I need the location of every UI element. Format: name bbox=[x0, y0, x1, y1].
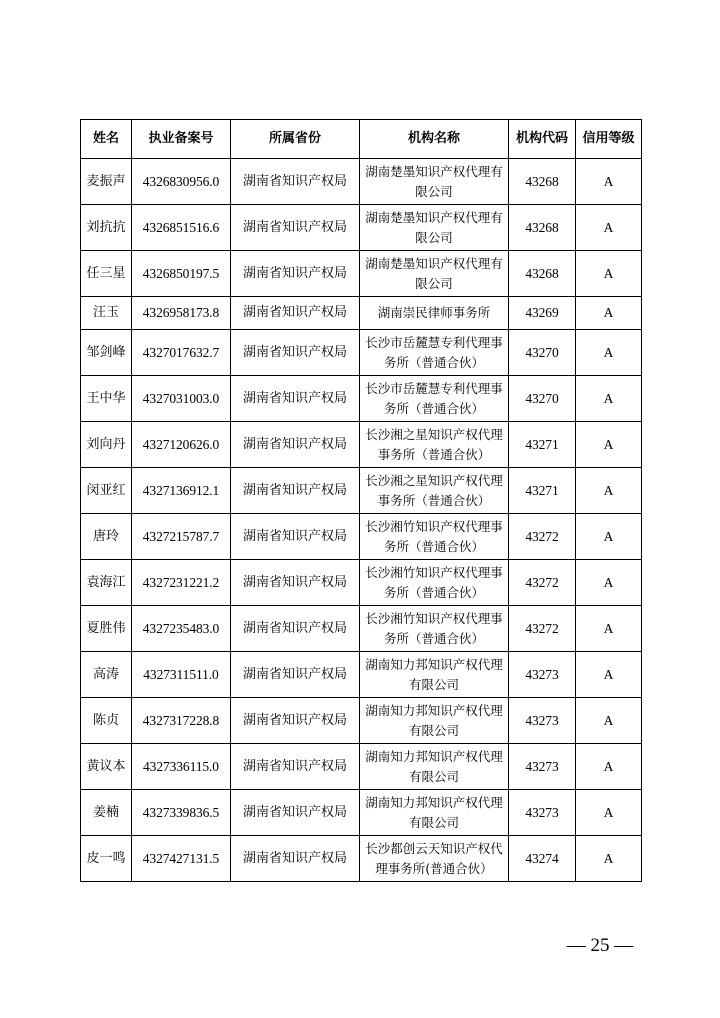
cell-name: 闵亚红 bbox=[81, 468, 132, 514]
cell-org-name: 长沙都创云天知识产权代理事务所(普通合伙） bbox=[360, 836, 509, 882]
cell-credit-grade: A bbox=[576, 514, 642, 560]
cell-org-name: 长沙市岳麓慧专利代理事务所（普通合伙） bbox=[360, 330, 509, 376]
cell-record-number: 4327336115.0 bbox=[132, 744, 231, 790]
cell-credit-grade: A bbox=[576, 159, 642, 205]
cell-record-number: 4327339836.5 bbox=[132, 790, 231, 836]
cell-org-code: 43272 bbox=[509, 514, 576, 560]
cell-name: 麦振声 bbox=[81, 159, 132, 205]
header-name: 姓名 bbox=[81, 120, 132, 159]
cell-org-code: 43273 bbox=[509, 744, 576, 790]
cell-org-name: 湖南崇民律师事务所 bbox=[360, 297, 509, 330]
cell-org-code: 43268 bbox=[509, 159, 576, 205]
cell-org-name: 长沙湘竹知识产权代理事务所（普通合伙） bbox=[360, 514, 509, 560]
cell-org-code: 43271 bbox=[509, 468, 576, 514]
cell-org-code: 43269 bbox=[509, 297, 576, 330]
cell-org-code: 43268 bbox=[509, 205, 576, 251]
cell-province: 湖南省知识产权局 bbox=[231, 297, 360, 330]
cell-credit-grade: A bbox=[576, 205, 642, 251]
cell-name: 袁海江 bbox=[81, 560, 132, 606]
cell-province: 湖南省知识产权局 bbox=[231, 422, 360, 468]
cell-credit-grade: A bbox=[576, 251, 642, 297]
cell-name: 黄议本 bbox=[81, 744, 132, 790]
cell-name: 高涛 bbox=[81, 652, 132, 698]
table-row bbox=[81, 514, 642, 560]
table-row bbox=[81, 560, 642, 606]
cell-org-code: 43273 bbox=[509, 652, 576, 698]
cell-name: 任三星 bbox=[81, 251, 132, 297]
cell-org-code: 43268 bbox=[509, 251, 576, 297]
cell-org-name: 长沙湘之星知识产权代理事务所（普通合伙） bbox=[360, 422, 509, 468]
cell-name: 陈贞 bbox=[81, 698, 132, 744]
cell-province: 湖南省知识产权局 bbox=[231, 836, 360, 882]
cell-org-code: 43272 bbox=[509, 606, 576, 652]
header-org-name: 机构名称 bbox=[360, 120, 509, 159]
table-row bbox=[81, 606, 642, 652]
cell-credit-grade: A bbox=[576, 297, 642, 330]
table-row bbox=[81, 297, 642, 330]
cell-credit-grade: A bbox=[576, 698, 642, 744]
table-row bbox=[81, 330, 642, 376]
table-row bbox=[81, 468, 642, 514]
cell-org-code: 43274 bbox=[509, 836, 576, 882]
cell-org-code: 43273 bbox=[509, 790, 576, 836]
cell-province: 湖南省知识产权局 bbox=[231, 652, 360, 698]
cell-record-number: 4327311511.0 bbox=[132, 652, 231, 698]
cell-record-number: 4327031003.0 bbox=[132, 376, 231, 422]
table-row bbox=[81, 652, 642, 698]
cell-record-number: 4327017632.7 bbox=[132, 330, 231, 376]
cell-org-code: 43270 bbox=[509, 376, 576, 422]
header-credit-grade: 信用等级 bbox=[576, 120, 642, 159]
cell-org-name: 湖南知力邦知识产权代理有限公司 bbox=[360, 652, 509, 698]
cell-credit-grade: A bbox=[576, 836, 642, 882]
cell-province: 湖南省知识产权局 bbox=[231, 251, 360, 297]
cell-name: 皮一鸣 bbox=[81, 836, 132, 882]
cell-credit-grade: A bbox=[576, 376, 642, 422]
cell-credit-grade: A bbox=[576, 330, 642, 376]
table-row bbox=[81, 790, 642, 836]
cell-org-name: 湖南知力邦知识产权代理有限公司 bbox=[360, 744, 509, 790]
cell-name: 唐玲 bbox=[81, 514, 132, 560]
header-record-number: 执业备案号 bbox=[132, 120, 231, 159]
table-row bbox=[81, 836, 642, 882]
table-row bbox=[81, 744, 642, 790]
cell-province: 湖南省知识产权局 bbox=[231, 698, 360, 744]
cell-credit-grade: A bbox=[576, 790, 642, 836]
cell-province: 湖南省知识产权局 bbox=[231, 560, 360, 606]
cell-org-name: 长沙湘竹知识产权代理事务所（普通合伙） bbox=[360, 606, 509, 652]
cell-credit-grade: A bbox=[576, 422, 642, 468]
cell-org-code: 43272 bbox=[509, 560, 576, 606]
header-org-code: 机构代码 bbox=[509, 120, 576, 159]
cell-province: 湖南省知识产权局 bbox=[231, 159, 360, 205]
cell-credit-grade: A bbox=[576, 652, 642, 698]
cell-province: 湖南省知识产权局 bbox=[231, 606, 360, 652]
cell-org-name: 湖南知力邦知识产权代理有限公司 bbox=[360, 698, 509, 744]
cell-name: 刘向丹 bbox=[81, 422, 132, 468]
table-row bbox=[81, 205, 642, 251]
cell-record-number: 4327427131.5 bbox=[132, 836, 231, 882]
cell-org-name: 湖南楚墨知识产权代理有限公司 bbox=[360, 205, 509, 251]
cell-credit-grade: A bbox=[576, 744, 642, 790]
cell-name: 王中华 bbox=[81, 376, 132, 422]
cell-record-number: 4327120626.0 bbox=[132, 422, 231, 468]
table-row bbox=[81, 698, 642, 744]
cell-credit-grade: A bbox=[576, 468, 642, 514]
table-row bbox=[81, 376, 642, 422]
table-row bbox=[81, 422, 642, 468]
cell-org-name: 长沙湘竹知识产权代理事务所（普通合伙） bbox=[360, 560, 509, 606]
cell-record-number: 4326851516.6 bbox=[132, 205, 231, 251]
cell-name: 刘抗抗 bbox=[81, 205, 132, 251]
cell-name: 邹剑峰 bbox=[81, 330, 132, 376]
cell-province: 湖南省知识产权局 bbox=[231, 376, 360, 422]
cell-name: 汪玉 bbox=[81, 297, 132, 330]
cell-province: 湖南省知识产权局 bbox=[231, 330, 360, 376]
header-province: 所属省份 bbox=[231, 120, 360, 159]
page-number: — 25 — bbox=[566, 935, 634, 956]
table-row bbox=[81, 251, 642, 297]
cell-record-number: 4327136912.1 bbox=[132, 468, 231, 514]
cell-org-code: 43273 bbox=[509, 698, 576, 744]
cell-province: 湖南省知识产权局 bbox=[231, 790, 360, 836]
table-row bbox=[81, 159, 642, 205]
cell-credit-grade: A bbox=[576, 606, 642, 652]
table-header-row bbox=[81, 120, 642, 159]
cell-record-number: 4327215787.7 bbox=[132, 514, 231, 560]
cell-name: 姜楠 bbox=[81, 790, 132, 836]
agent-credit-table bbox=[80, 119, 642, 882]
cell-province: 湖南省知识产权局 bbox=[231, 468, 360, 514]
cell-org-code: 43271 bbox=[509, 422, 576, 468]
cell-record-number: 4327231221.2 bbox=[132, 560, 231, 606]
cell-record-number: 4326958173.8 bbox=[132, 297, 231, 330]
cell-province: 湖南省知识产权局 bbox=[231, 205, 360, 251]
cell-record-number: 4327317228.8 bbox=[132, 698, 231, 744]
cell-org-name: 长沙湘之星知识产权代理事务所（普通合伙） bbox=[360, 468, 509, 514]
cell-org-name: 湖南知力邦知识产权代理有限公司 bbox=[360, 790, 509, 836]
cell-province: 湖南省知识产权局 bbox=[231, 514, 360, 560]
cell-credit-grade: A bbox=[576, 560, 642, 606]
cell-org-name: 湖南楚墨知识产权代理有限公司 bbox=[360, 159, 509, 205]
cell-record-number: 4326850197.5 bbox=[132, 251, 231, 297]
cell-record-number: 4326830956.0 bbox=[132, 159, 231, 205]
cell-record-number: 4327235483.0 bbox=[132, 606, 231, 652]
cell-org-name: 长沙市岳麓慧专利代理事务所（普通合伙） bbox=[360, 376, 509, 422]
cell-org-name: 湖南楚墨知识产权代理有限公司 bbox=[360, 251, 509, 297]
cell-name: 夏胜伟 bbox=[81, 606, 132, 652]
cell-province: 湖南省知识产权局 bbox=[231, 744, 360, 790]
cell-org-code: 43270 bbox=[509, 330, 576, 376]
